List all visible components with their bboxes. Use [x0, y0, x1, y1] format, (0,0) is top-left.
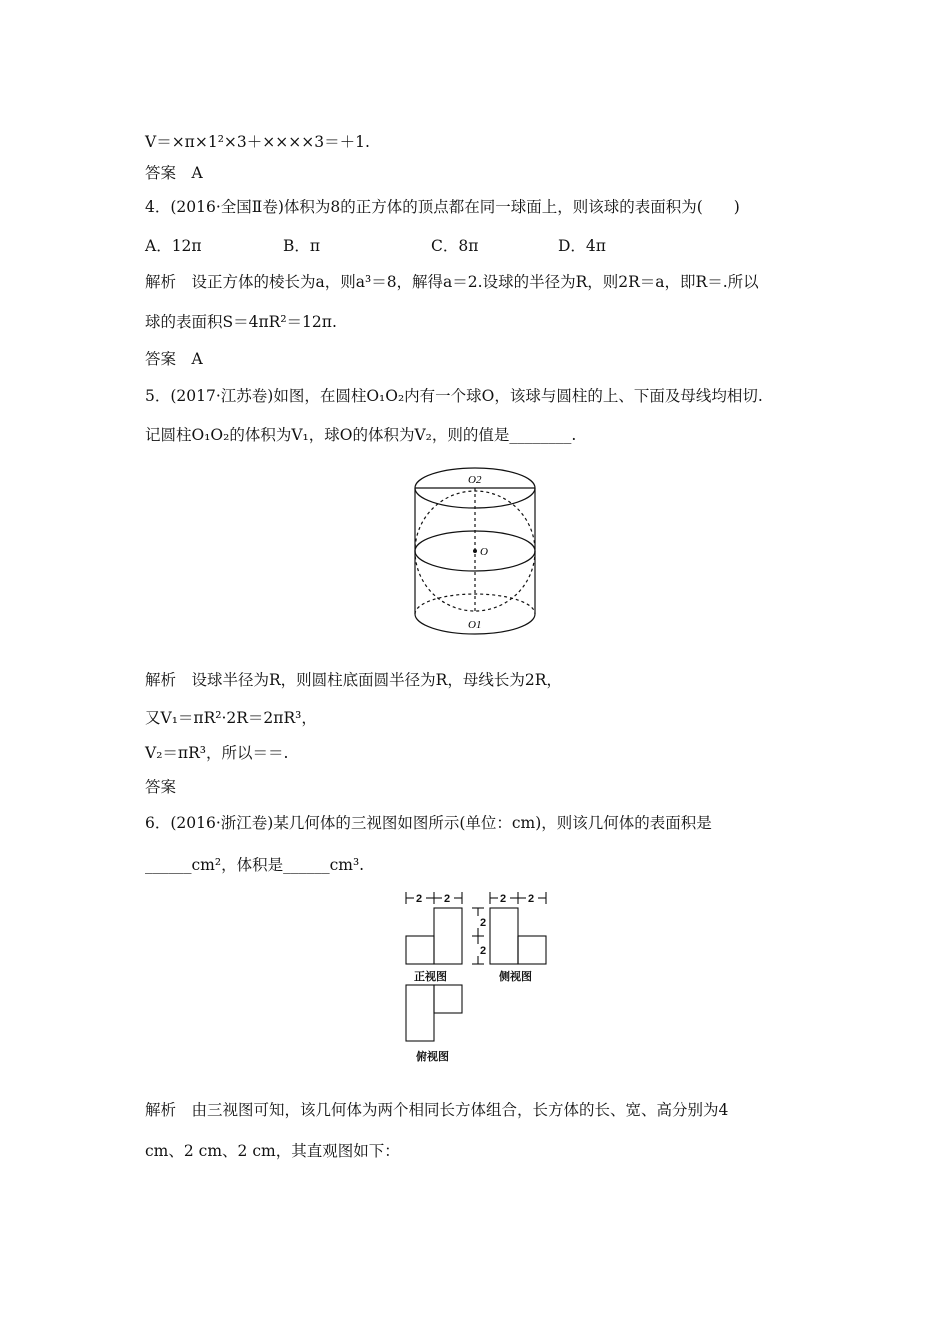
question-5-line2: 记圆柱O₁O₂的体积为V₁，球O的体积为V₂，则的值是________.	[145, 426, 577, 444]
solution-4-line1: 解析 设正方体的棱长为a，则a³＝8，解得a＝2.设球的半径为R，则2R＝a，即R＝.所以	[145, 273, 759, 291]
top-view-caption: 俯视图	[416, 1050, 449, 1063]
three-views-figure	[400, 888, 560, 1066]
answer-3: 答案 A	[145, 164, 203, 182]
label-o: O	[480, 546, 488, 558]
option-c: C．8π	[431, 237, 479, 255]
front-view-left-block	[406, 936, 434, 964]
dim-label: 2	[480, 945, 487, 957]
question-5-line1: 5．(2017·江苏卷)如图，在圆柱O₁O₂内有一个球O，该球与圆柱的上、下面及母线均相切.	[145, 387, 763, 405]
dim-label: 2	[444, 893, 451, 905]
label-o2: O2	[468, 474, 482, 486]
dim-label: 2	[416, 893, 423, 905]
answer-5: 答案	[145, 778, 177, 796]
cylinder-sphere-figure	[405, 460, 545, 640]
dim-label: 2	[480, 917, 487, 929]
dim-label: 2	[528, 893, 535, 905]
option-a: A．12π	[145, 237, 202, 255]
side-view-right-block	[518, 936, 546, 964]
formula-line: V＝×π×1²×3＋××××3＝＋1.	[145, 133, 370, 151]
option-d: D．4π	[558, 237, 606, 255]
side-view-left-block	[490, 908, 518, 964]
front-view-right-block	[434, 908, 462, 964]
top-view-right-block	[434, 985, 462, 1013]
question-6-line1: 6．(2016·浙江卷)某几何体的三视图如图所示(单位：cm)，则该几何体的表面积是	[145, 814, 712, 832]
dim-label: 2	[500, 893, 507, 905]
solution-5-line1: 解析 设球半径为R，则圆柱底面圆半径为R，母线长为2R，	[145, 671, 562, 689]
solution-6-line1: 解析 由三视图可知，该几何体为两个相同长方体组合，长方体的长、宽、高分别为4	[145, 1101, 729, 1119]
label-o1: O1	[468, 619, 482, 631]
solution-5-line2: 又V₁＝πR²·2R＝2πR³，	[145, 709, 317, 727]
option-b: B．π	[283, 237, 321, 255]
solution-6-line2: cm、2 cm、2 cm，其直观图如下：	[145, 1142, 400, 1160]
center-point	[473, 549, 477, 553]
side-view-caption: 侧视图	[499, 970, 532, 983]
solution-5-line3: V₂＝πR³，所以＝＝.	[145, 744, 289, 762]
solution-4-line2: 球的表面积S＝4πR²＝12π.	[145, 313, 337, 331]
answer-4: 答案 A	[145, 350, 203, 368]
front-view-caption: 正视图	[414, 970, 447, 983]
question-4: 4．(2016·全国Ⅱ卷)体积为8的正方体的顶点都在同一球面上，则该球的表面积为( )	[145, 198, 740, 216]
top-view-left-block	[406, 985, 434, 1041]
question-6-line2: ______cm²，体积是______cm³.	[145, 856, 365, 874]
